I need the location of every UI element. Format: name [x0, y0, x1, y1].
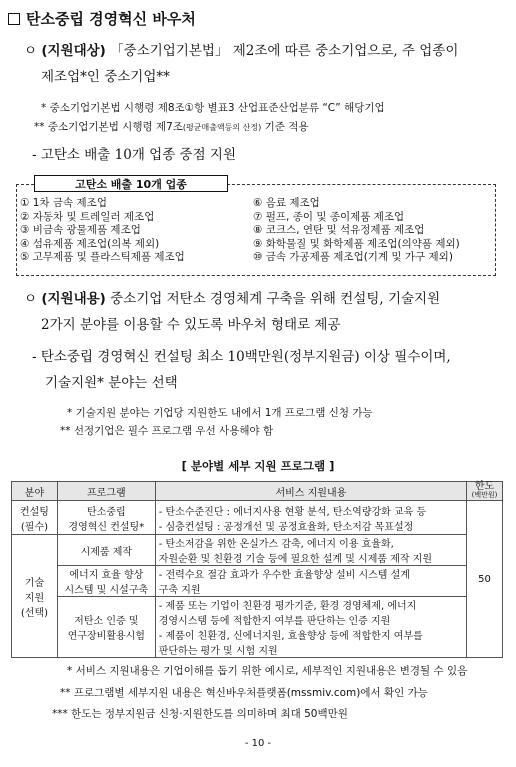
bullet-mark: ㅇ	[24, 291, 38, 307]
service-certification	[155, 597, 466, 658]
table-row	[12, 566, 503, 597]
program-certification	[57, 597, 155, 658]
target-sub: - 고탄소 배출 10개 업종 중점 지원	[32, 147, 236, 163]
industry-item: ⑤ 고무제품 및 플라스틱제품 제조업	[20, 251, 185, 263]
field-consulting-1: 컨설팅	[19, 506, 49, 518]
content-sub-2: 기술지원* 분야는 선택	[45, 375, 178, 391]
service-efficiency	[155, 566, 466, 597]
table-row	[12, 535, 503, 566]
section-title-text: 탄소중립 경영혁신 바우처	[26, 10, 196, 28]
page-number: - 10 -	[244, 738, 272, 749]
service-line: - 제품 또는 기업이 친환경 평가기준, 환경 경영체제, 에너지	[158, 601, 417, 612]
content-note-2: ** 선정기업은 필수 프로그램 우선 사용해야 함	[60, 425, 274, 437]
field-consulting	[12, 501, 58, 535]
content-line-2: 2가지 분야를 이용할 수 있도록 바우처 형태로 제공	[41, 317, 341, 333]
limit-value: 50	[467, 501, 503, 658]
header-service: 서비스 지원내용	[155, 482, 466, 501]
table-header-row	[12, 482, 503, 501]
target-note-2	[34, 119, 309, 134]
header-limit-label: 한도	[474, 481, 495, 492]
industry-item: ① 1차 금속 제조업	[20, 197, 107, 209]
target-note-2c: 기준 적용	[261, 121, 309, 133]
service-line: 구축 지원	[158, 585, 201, 596]
target-note-1: * 중소기업기본법 시행령 제8조①항 별표3 산업표준산업분류 “C” 해당기업	[41, 102, 385, 114]
field-tech	[12, 535, 58, 658]
target-note-2b: (평균매출액등의 산정)	[182, 123, 262, 132]
header-field: 분야	[12, 482, 58, 501]
field-tech-1: 기술	[24, 577, 45, 589]
program-certification-1: 저탄소 인증 및	[74, 616, 139, 627]
service-line: - 전력수요 절감 효과가 우수한 효율향상 설비 시스템 설계	[158, 570, 410, 581]
content-sub-1: - 탄소중립 경영혁신 컨설팅 최소 10백만원(정부지원금) 이상 필수이며,	[32, 349, 451, 365]
program-consulting-2: 경영혁신 컨설팅*	[68, 521, 145, 533]
program-consulting	[57, 501, 155, 535]
service-line: - 탄소수준진단 : 에너지사용 현황 분석, 탄소역량강화 교육 등	[158, 506, 427, 518]
field-tech-2: 지원	[24, 592, 45, 604]
service-prototype	[155, 535, 466, 566]
service-line: - 제품이 친환경, 신에너지원, 효율향상 등에 적합한지 여부를	[158, 631, 423, 642]
industry-list-left	[20, 197, 185, 265]
section-title	[8, 8, 196, 29]
target-line-2: 제조업*인 중소기업**	[41, 69, 170, 85]
content-text-1: 중소기업 저탄소 경영체계 구축을 위해 컨설팅, 기술지원	[110, 291, 441, 307]
content-line-1	[24, 286, 440, 313]
table-title: [ 분야별 세부 지원 프로그램 ]	[181, 459, 335, 473]
service-consulting	[155, 501, 466, 535]
field-tech-3: (선택)	[20, 607, 49, 619]
industry-item: ④ 섬유제품 제조업(의복 제외)	[20, 237, 160, 250]
program-efficiency-1: 에너지 효율 향상	[69, 570, 144, 581]
program-table	[11, 481, 503, 658]
target-text-1: 「중소기업기본법」 제2조에 따른 중소기업으로, 주 업종이	[110, 43, 459, 59]
program-certification-2: 연구장비활용시험	[67, 631, 145, 642]
header-program: 프로그램	[57, 482, 155, 501]
program-consulting-1: 탄소중립	[87, 506, 126, 518]
target-label: (지원대상)	[41, 43, 106, 59]
target-line-1	[24, 38, 458, 65]
service-line: 자원순환 및 친환경 기술 등에 필요한 설계 및 시제품 제작 지원	[158, 554, 433, 565]
target-note-2a: ** 중소기업기본법 시행령 제7조	[34, 121, 183, 133]
program-efficiency	[57, 566, 155, 597]
content-label: (지원내용)	[41, 291, 106, 307]
footnote-2: ** 프로그램별 세부지원 내용은 혁신바우처플랫폼(mssmiv.com)에서 확인 가능	[60, 687, 428, 699]
service-line: 경영시스템 등에 적합한지 여부를 판단하는 인증 지원	[158, 616, 391, 627]
industry-tag: 고탄소 배출 10개 업종	[34, 175, 228, 192]
industry-item: ② 자동차 및 트레일러 제조업	[20, 210, 155, 223]
header-limit-unit: (백만원)	[471, 491, 498, 499]
service-line: - 심층컨설팅 : 공정개선 및 공정효율화, 탄소저감 목표설정	[158, 521, 414, 533]
checkbox-square-icon	[8, 13, 20, 25]
bullet-mark: ㅇ	[24, 43, 38, 59]
content-note-1: * 기술지원 분야는 기업당 지원한도 내에서 1개 프로그램 신청 가능	[67, 407, 373, 419]
industry-item: ⑨ 화학물질 및 화학제품 제조업(의약품 제외)	[253, 237, 460, 250]
industry-list-right	[253, 197, 460, 265]
service-line: 판단하는 평가 및 시험 지원	[158, 646, 278, 657]
footnote-3: *** 한도는 정부지원금 신청·지원한도를 의미하며 최대 50백만원	[52, 708, 348, 720]
industry-item: ⑩ 금속 가공제품 제조업(기계 및 가구 제외)	[253, 251, 453, 263]
service-line: - 탄소저감을 위한 온실가스 감축, 에너지 이용 효율화,	[158, 539, 394, 550]
program-prototype: 시제품 제작	[57, 535, 155, 566]
footnote-1: * 서비스 지원내용은 기업이해를 돕기 위한 예시로, 세부적인 지원내용은 변경될 수 있음	[67, 665, 468, 677]
industry-item: ⑧ 코크스, 연탄 및 석유정제품 제조업	[253, 224, 425, 236]
program-efficiency-2: 시스템 및 시설구축	[64, 585, 149, 596]
industry-item: ⑥ 음료 제조업	[253, 197, 320, 209]
industry-item: ③ 비금속 광물제품 제조업	[20, 224, 141, 236]
table-row	[12, 597, 503, 658]
table-row	[12, 501, 503, 535]
header-limit	[467, 482, 503, 501]
field-consulting-2: (필수)	[20, 521, 49, 533]
industry-item: ⑦ 펄프, 종이 및 종이제품 제조업	[253, 210, 405, 223]
